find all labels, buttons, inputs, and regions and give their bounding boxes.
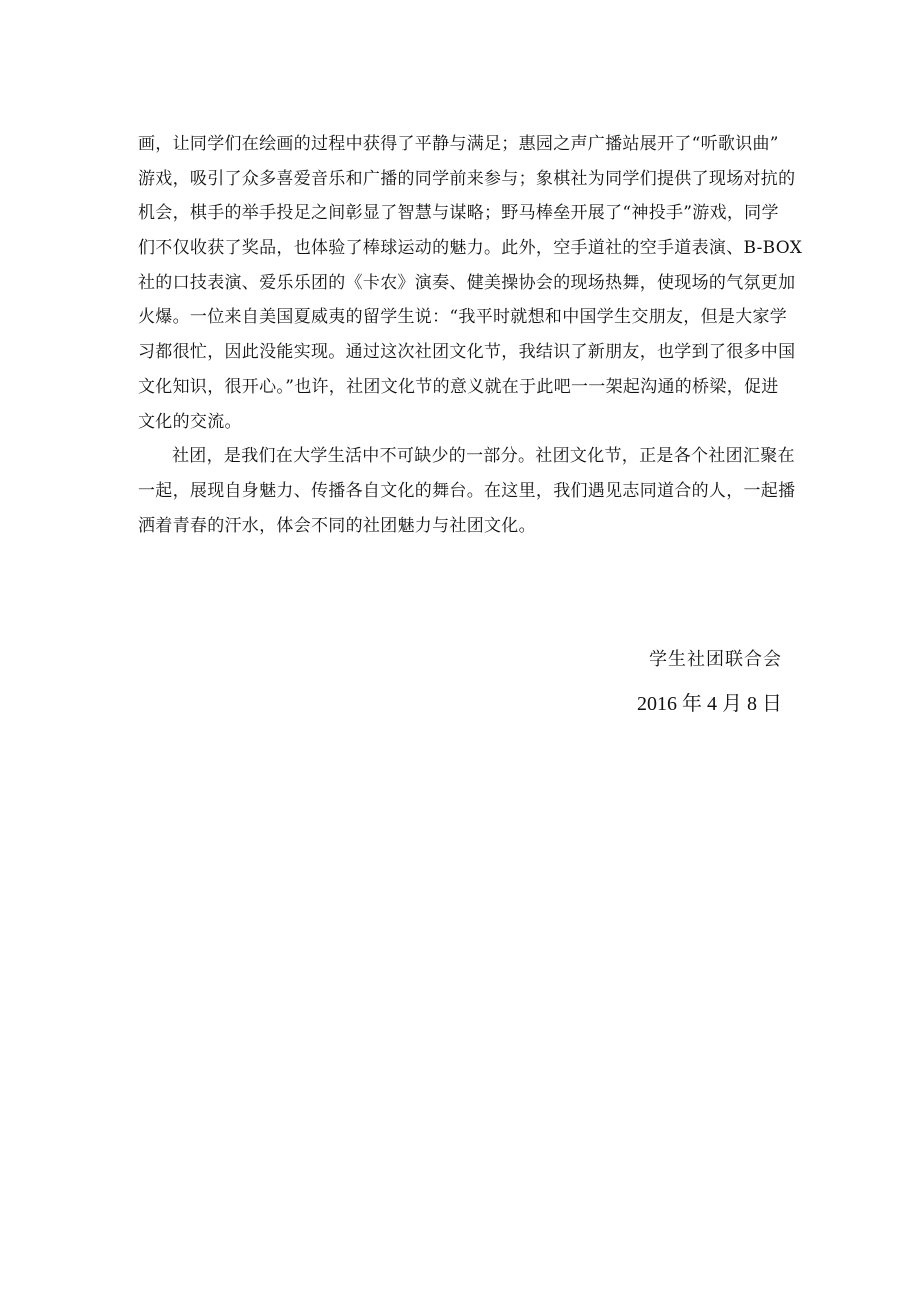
document-body xyxy=(138,127,803,543)
signature-block xyxy=(637,645,782,719)
paragraph-line: 习都很忙，因此没能实现。通过这次社团文化节，我结识了新朋友，也学到了很多中国 xyxy=(138,342,796,363)
paragraph-2 xyxy=(138,439,796,543)
paragraph-1 xyxy=(138,127,803,439)
paragraph-line: 火爆。一位来自美国夏威夷的留学生说：“我平时就想和中国学生交朋友，但是大家学 xyxy=(138,307,788,328)
paragraph-line: 游戏，吸引了众多喜爱音乐和广播的同学前来参与；象棋社为同学们提供了现场对抗的 xyxy=(138,168,796,189)
paragraph-line: 社的口技表演、爱乐乐团的《卡农》演奏、健美操协会的现场热舞，使现场的气氛更加 xyxy=(138,272,796,293)
paragraph-line: 文化知识，很开心。”也许，社团文化节的意义就在于此吧一一架起沟通的桥梁，促进 xyxy=(138,376,779,397)
signature-organization: 学生社团联合会 xyxy=(649,649,782,670)
paragraph-line: 社团，是我们在大学生活中不可缺少的一部分。社团文化节，正是各个社团汇聚在 xyxy=(172,446,795,467)
paragraph-line: 一起，展现自身魅力、传播各自文化的舞台。在这里，我们遇见志同道合的人，一起播 xyxy=(138,480,796,501)
paragraph-line: 机会，棋手的举手投足之间彰显了智慧与谋略；野马棒垒开展了“神投手”游戏，同学 xyxy=(138,203,779,224)
paragraph-line: 文化的交流。 xyxy=(138,411,242,432)
paragraph-line: 洒着青春的汗水，体会不同的社团魅力与社团文化。 xyxy=(138,515,536,536)
paragraph-line: 们不仅收获了奖品，也体验了棒球运动的魅力。此外，空手道社的空手道表演、B-BOX xyxy=(138,238,803,259)
signature-date: 2016 年 4 月 8 日 xyxy=(637,693,782,715)
paragraph-line: 画，让同学们在绘画的过程中获得了平静与满足；惠园之声广播站展开了“听歌识曲” xyxy=(138,134,779,154)
